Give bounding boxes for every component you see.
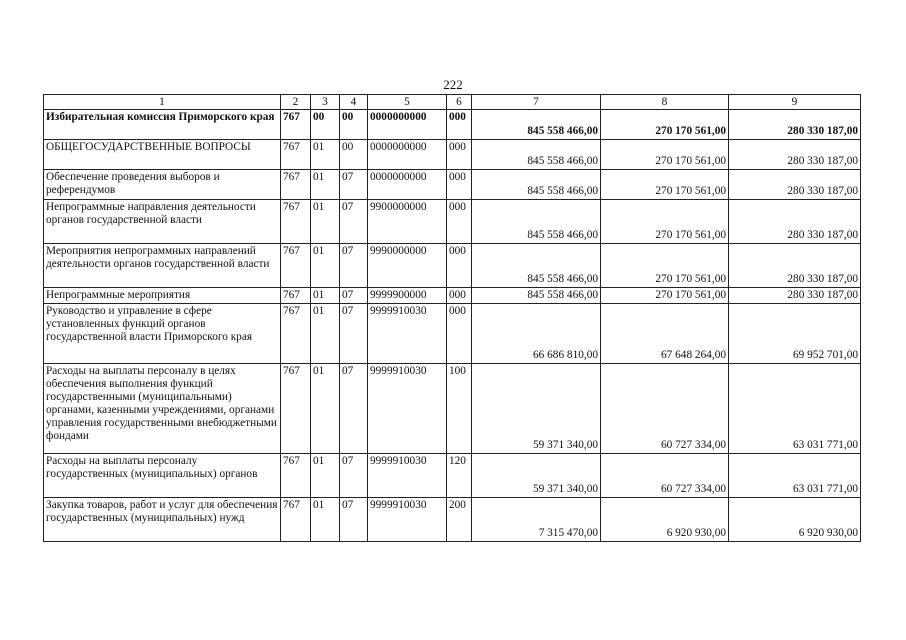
section-cell: 01	[311, 454, 340, 498]
amount-year-3-cell: 280 330 187,00	[729, 170, 861, 200]
column-header: 2	[281, 95, 311, 110]
column-header: 7	[472, 95, 601, 110]
row-name-cell: Мероприятия непрограммных направлений деятельности органов государственной власти	[44, 244, 281, 288]
section-cell: 01	[311, 304, 340, 364]
column-header: 8	[601, 95, 729, 110]
section-cell: 01	[311, 364, 340, 454]
row-name-cell: ОБЩЕГОСУДАРСТВЕННЫЕ ВОПРОСЫ	[44, 140, 281, 170]
amount-year-2-cell: 6 920 930,00	[601, 498, 729, 542]
amount-year-1-cell: 7 315 470,00	[472, 498, 601, 542]
expense-type-cell: 000	[447, 170, 472, 200]
column-header: 1	[44, 95, 281, 110]
column-header: 4	[340, 95, 368, 110]
column-header: 3	[311, 95, 340, 110]
amount-year-3-cell: 280 330 187,00	[729, 140, 861, 170]
row-name-cell: Обеспечение проведения выборов и референдумов	[44, 170, 281, 200]
subsection-cell: 07	[340, 454, 368, 498]
target-article-cell: 0000000000	[368, 140, 447, 170]
target-article-cell: 9900000000	[368, 200, 447, 244]
amount-year-1-cell: 845 558 466,00	[472, 288, 601, 304]
amount-year-2-cell: 60 727 334,00	[601, 364, 729, 454]
column-header: 5	[368, 95, 447, 110]
table-row	[44, 288, 861, 304]
table-row	[44, 244, 861, 288]
target-article-cell: 9999910030	[368, 498, 447, 542]
section-cell: 01	[311, 200, 340, 244]
admin-code-cell: 767	[281, 288, 311, 304]
amount-year-2-cell: 270 170 561,00	[601, 244, 729, 288]
subsection-cell: 07	[340, 244, 368, 288]
amount-year-3-cell: 280 330 187,00	[729, 288, 861, 304]
amount-year-2-cell: 60 727 334,00	[601, 454, 729, 498]
amount-year-1-cell: 59 371 340,00	[472, 364, 601, 454]
table-row	[44, 364, 861, 454]
amount-year-2-cell: 67 648 264,00	[601, 304, 729, 364]
table-row	[44, 140, 861, 170]
target-article-cell: 9999910030	[368, 304, 447, 364]
column-header: 6	[447, 95, 472, 110]
amount-year-3-cell: 280 330 187,00	[729, 244, 861, 288]
admin-code-cell: 767	[281, 498, 311, 542]
expense-type-cell: 000	[447, 140, 472, 170]
amount-year-1-cell: 845 558 466,00	[472, 244, 601, 288]
row-name-cell: Руководство и управление в сфере установленных функций органов государственной власти Приморского края	[44, 304, 281, 364]
table-row	[44, 498, 861, 542]
subsection-cell: 07	[340, 498, 368, 542]
section-cell: 01	[311, 170, 340, 200]
amount-year-2-cell: 270 170 561,00	[601, 200, 729, 244]
target-article-cell: 9999910030	[368, 364, 447, 454]
admin-code-cell: 767	[281, 454, 311, 498]
amount-year-1-cell: 66 686 810,00	[472, 304, 601, 364]
admin-code-cell: 767	[281, 140, 311, 170]
amount-year-1-cell: 845 558 466,00	[472, 200, 601, 244]
expense-type-cell: 120	[447, 454, 472, 498]
subsection-cell: 07	[340, 170, 368, 200]
target-article-cell: 9990000000	[368, 244, 447, 288]
table-header-row	[44, 95, 861, 110]
amount-year-1-cell: 845 558 466,00	[472, 140, 601, 170]
target-article-cell: 9999910030	[368, 454, 447, 498]
expense-type-cell: 000	[447, 110, 472, 140]
expense-type-cell: 000	[447, 304, 472, 364]
amount-year-1-cell: 845 558 466,00	[472, 170, 601, 200]
table-row	[44, 170, 861, 200]
amount-year-2-cell: 270 170 561,00	[601, 170, 729, 200]
amount-year-2-cell: 270 170 561,00	[601, 288, 729, 304]
expense-type-cell: 200	[447, 498, 472, 542]
row-name-cell: Избирательная комиссия Приморского края	[44, 110, 281, 140]
target-article-cell: 0000000000	[368, 170, 447, 200]
subsection-cell: 07	[340, 364, 368, 454]
section-cell: 01	[311, 140, 340, 170]
expense-type-cell: 000	[447, 288, 472, 304]
amount-year-3-cell: 280 330 187,00	[729, 200, 861, 244]
amount-year-2-cell: 270 170 561,00	[601, 140, 729, 170]
table-row	[44, 454, 861, 498]
row-name-cell: Непрограммные мероприятия	[44, 288, 281, 304]
amount-year-3-cell: 69 952 701,00	[729, 304, 861, 364]
page-number: 222	[443, 77, 463, 92]
row-name-cell: Расходы на выплаты персоналу государственных (муниципальных) органов	[44, 454, 281, 498]
subsection-cell: 07	[340, 200, 368, 244]
amount-year-3-cell: 280 330 187,00	[729, 110, 861, 140]
expense-type-cell: 100	[447, 364, 472, 454]
subsection-cell: 00	[340, 110, 368, 140]
expense-type-cell: 000	[447, 200, 472, 244]
amount-year-3-cell: 63 031 771,00	[729, 454, 861, 498]
target-article-cell: 0000000000	[368, 110, 447, 140]
subsection-cell: 00	[340, 140, 368, 170]
section-cell: 01	[311, 498, 340, 542]
subsection-cell: 07	[340, 288, 368, 304]
admin-code-cell: 767	[281, 200, 311, 244]
section-cell: 01	[311, 244, 340, 288]
section-cell: 00	[311, 110, 340, 140]
table-row	[44, 200, 861, 244]
amount-year-2-cell: 270 170 561,00	[601, 110, 729, 140]
admin-code-cell: 767	[281, 364, 311, 454]
expense-type-cell: 000	[447, 244, 472, 288]
budget-table	[43, 94, 861, 542]
section-cell: 01	[311, 288, 340, 304]
amount-year-1-cell: 59 371 340,00	[472, 454, 601, 498]
admin-code-cell: 767	[281, 110, 311, 140]
table-row	[44, 110, 861, 140]
row-name-cell: Непрограммные направления деятельности органов государственной власти	[44, 200, 281, 244]
admin-code-cell: 767	[281, 170, 311, 200]
row-name-cell: Закупка товаров, работ и услуг для обеспечения государственных (муниципальных) нужд	[44, 498, 281, 542]
admin-code-cell: 767	[281, 244, 311, 288]
subsection-cell: 07	[340, 304, 368, 364]
column-header: 9	[729, 95, 861, 110]
amount-year-1-cell: 845 558 466,00	[472, 110, 601, 140]
row-name-cell: Расходы на выплаты персоналу в целях обеспечения выполнения функций государственными (муниципальными) органами, казенными учреждениями, органами управления государственными внебюджетными фондами	[44, 364, 281, 454]
table-row	[44, 304, 861, 364]
amount-year-3-cell: 6 920 930,00	[729, 498, 861, 542]
target-article-cell: 9999900000	[368, 288, 447, 304]
admin-code-cell: 767	[281, 304, 311, 364]
amount-year-3-cell: 63 031 771,00	[729, 364, 861, 454]
